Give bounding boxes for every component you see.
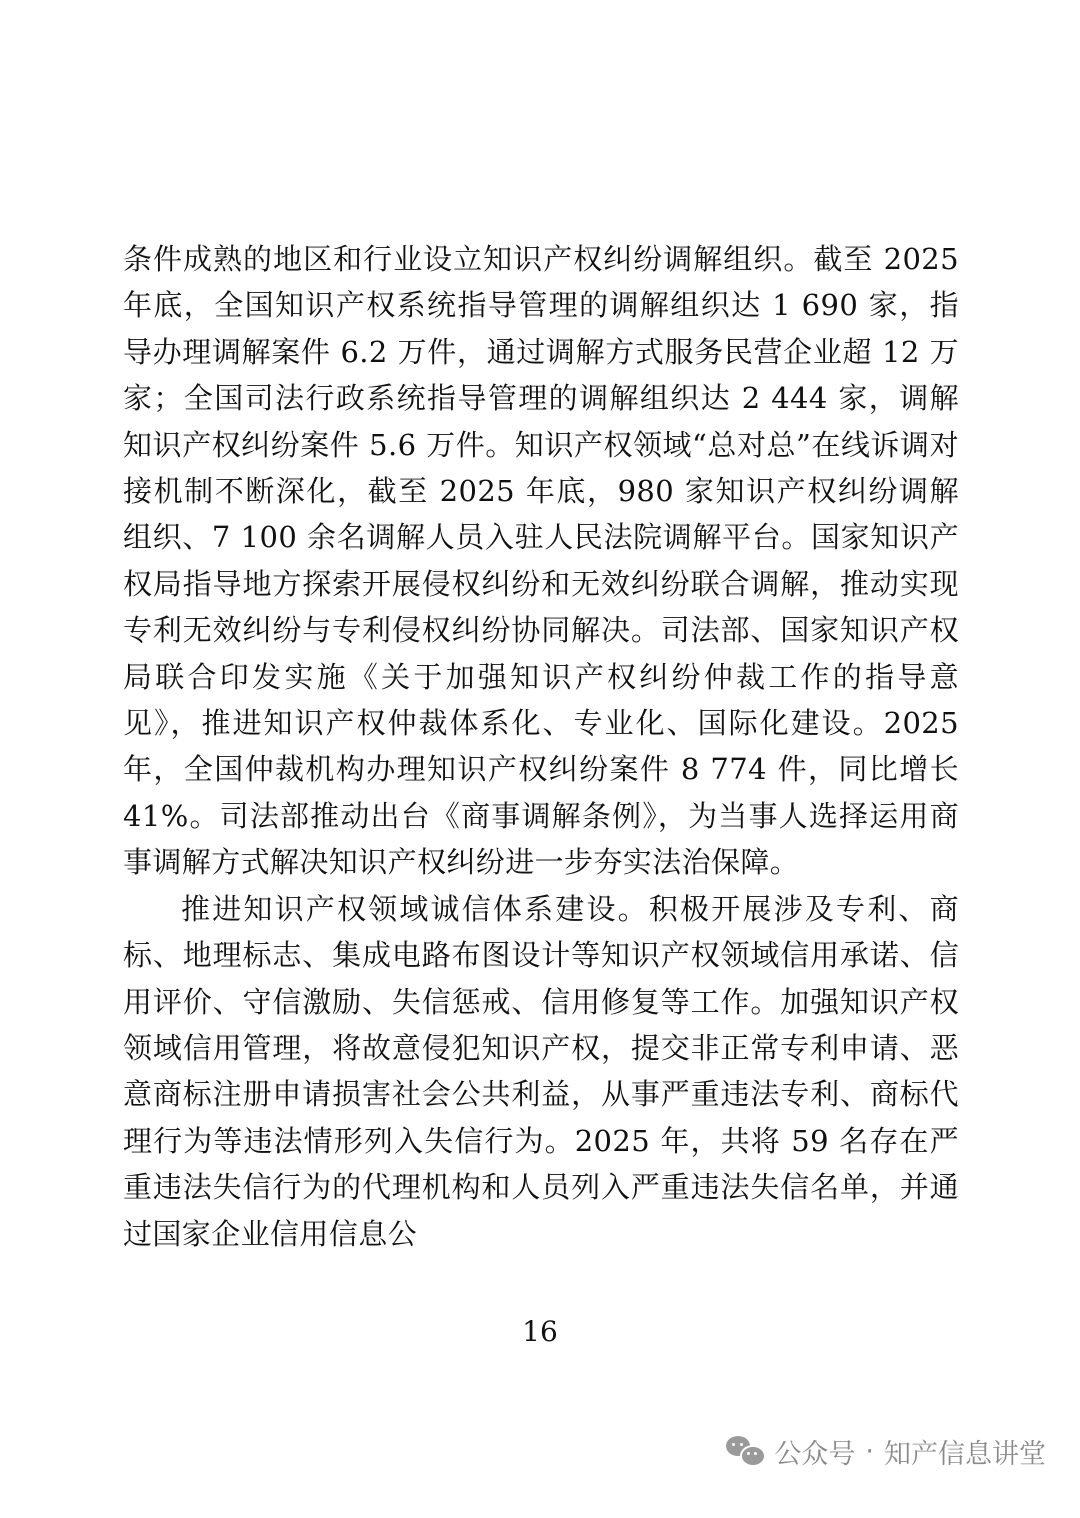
- page-number: 16: [522, 1315, 558, 1348]
- paragraph-mediation: 条件成熟的地区和行业设立知识产权纠纷调解组织。截至 2025 年底，全国知识产权系统指导管理的调解组织达 1 690 家，指导办理调解案件 6.2 万件，通过调解方式服务民营企业超 12 万家；全国司法行政系统指导管理的调解组织达 2 444 家，调解知识产权纠纷案件 5.6 万件。知识产权领域“总对总”在线诉调对接机制不断深化，截至 2025 年底，980 家知识产权纠纷调解组织、7 100 余名调解人员入驻人民法院调解平台。国家知识产权局指导地方探索开展侵权纠纷和无效纠纷联合调解，推动实现专利无效纠纷与专利侵权纠纷协同解决。司法部、国家知识产权局联合印发实施《关于加强知识产权纠纷仲裁工作的指导意见》，推进知识产权仲裁体系化、专业化、国际化建设。2025 年，全国仲裁机构办理知识产权纠纷案件 8 774 件，同比增长 41%。司法部推动出台《商事调解条例》，为当事人选择运用商事调解方式解决知识产权纠纷进一步夯实法治保障。: [123, 242, 959, 880]
- watermark-account-label: 公众号: [774, 1438, 856, 1470]
- watermark-separator: ·: [865, 1435, 874, 1467]
- paragraph-credit-system: 推进知识产权领域诚信体系建设。积极开展涉及专利、商标、地理标志、集成电路布图设计等知识产权领域信用承诺、信用评价、守信激励、失信惩戒、信用修复等工作。加强知识产权领域信用管理，将故意侵犯知识产权，提交非正常专利申请、恶意商标注册申请损害社会公共利益，从事严重违法专利、商标代理行为等违法情形列入失信行为。2025 年，共将 59 名存在严重违法失信行为的代理机构和人员列入严重违法失信名单，并通过国家企业信用信息公: [123, 891, 959, 1251]
- watermark-account-name: 知产信息讲堂: [884, 1438, 1046, 1470]
- wechat-icon: [726, 1434, 764, 1468]
- wechat-watermark: [726, 1426, 1046, 1476]
- body-text: [123, 236, 959, 1257]
